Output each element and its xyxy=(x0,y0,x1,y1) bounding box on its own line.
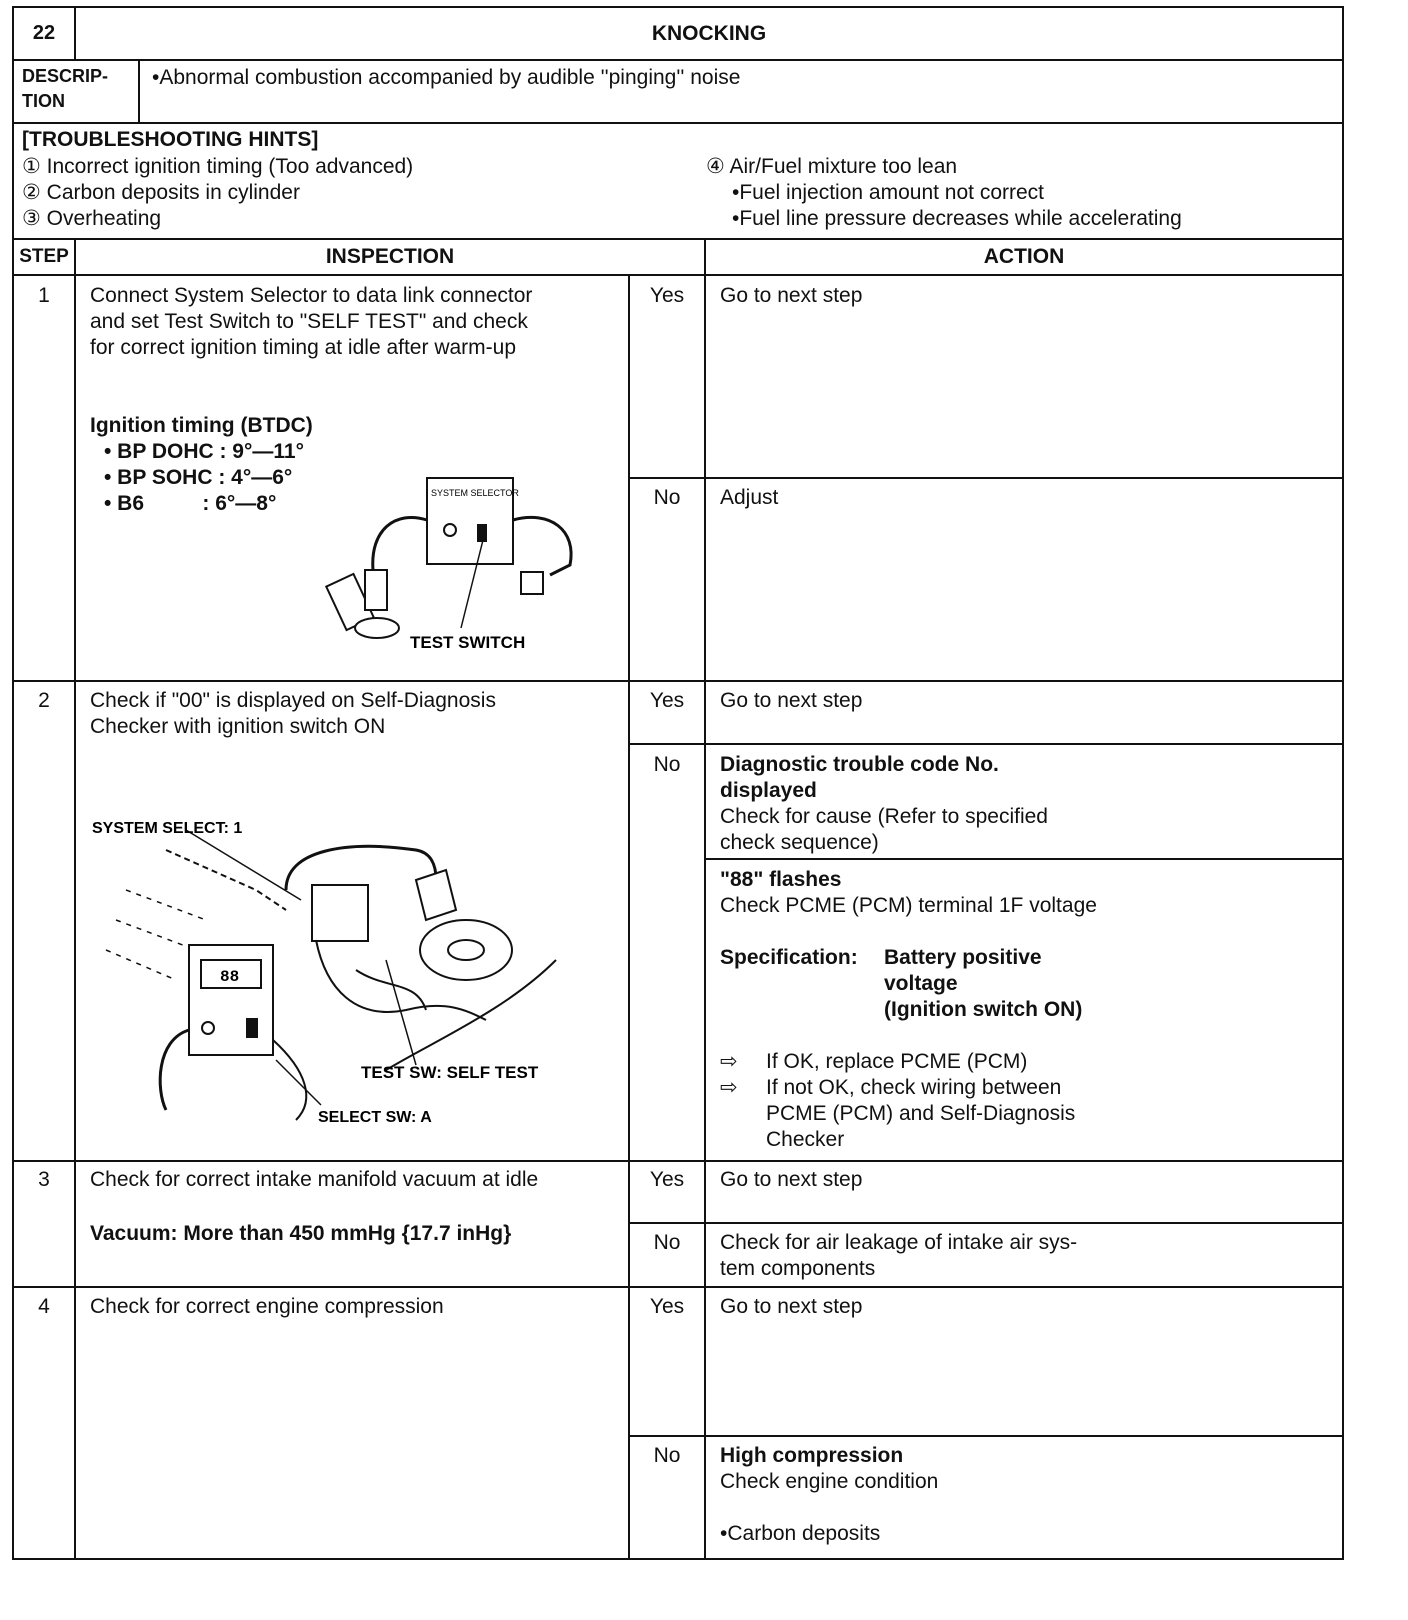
figure-label-select-sw: SELECT SW: A xyxy=(318,1109,432,1126)
step-2-number: 2 xyxy=(38,689,50,712)
step-1-spec-item: • B6 : 6°—8° xyxy=(104,492,277,515)
step-1-no-action: Adjust xyxy=(720,486,779,509)
step-1-inspection-line1: Connect System Selector to data link connector xyxy=(90,284,533,307)
hint-1: ① Incorrect ignition timing (Too advanced) xyxy=(22,155,414,178)
figure-label-test-sw: TEST SW: SELF TEST xyxy=(361,1063,539,1082)
self-diagnosis-checker-illustration xyxy=(86,810,606,1140)
step-2-no-b-text: Check PCME (PCM) terminal 1F voltage xyxy=(720,894,1097,917)
step-3-no-action-line1: Check for air leakage of intake air sys- xyxy=(720,1231,1078,1254)
step-1-number: 1 xyxy=(38,284,50,307)
step-3-no-action-line2: tem components xyxy=(720,1257,876,1280)
step-3-spec: Vacuum: More than 450 mmHg {17.7 inHg} xyxy=(90,1222,512,1245)
step-1-figure-box-label: SYSTEM SELECTOR xyxy=(431,488,519,498)
step-2-arrow1-text: If OK, replace PCME (PCM) xyxy=(766,1050,1028,1073)
step-2-spec-value-line1: Battery positive xyxy=(884,946,1042,969)
hint-4b: •Fuel line pressure decreases while accelerating xyxy=(732,207,1182,230)
step-2-no-a-text-line2: check sequence) xyxy=(720,831,879,854)
step-2-spec-value-line3: (Ignition switch ON) xyxy=(884,998,1083,1021)
hint-4: ④ Air/Fuel mixture too lean xyxy=(706,155,958,178)
step-2-no-a-title-line2: displayed xyxy=(720,779,817,802)
step-2-arrow2-line3: Checker xyxy=(766,1128,845,1151)
step-2-yes-label: Yes xyxy=(649,689,685,712)
step-3-no-label: No xyxy=(653,1231,681,1254)
step-2-no-b-title: "88" flashes xyxy=(720,868,842,891)
description-label-line1: DESCRIP- xyxy=(22,66,109,86)
step-4-no-label: No xyxy=(653,1444,681,1467)
step-1-inspection-line3: for correct ignition timing at idle after warm-up xyxy=(90,336,516,359)
step-1-spec-title: Ignition timing (BTDC) xyxy=(90,414,313,437)
hint-3: ③ Overheating xyxy=(22,207,162,230)
step-2-arrow2-line1: If not OK, check wiring between xyxy=(766,1076,1062,1099)
step-3-yes-action: Go to next step xyxy=(720,1168,863,1191)
step-2-spec-value-line2: voltage xyxy=(884,972,958,995)
step-2-inspection-line2: Checker with ignition switch ON xyxy=(90,715,386,738)
arrow-icon: ⇨ xyxy=(720,1050,738,1073)
step-4-yes-action: Go to next step xyxy=(720,1295,863,1318)
step-2-no-a-title-line1: Diagnostic trouble code No. xyxy=(720,753,999,776)
step-1-inspection-line2: and set Test Switch to "SELF TEST" and check xyxy=(90,310,528,333)
step-2-arrow2-line2: PCME (PCM) and Self-Diagnosis xyxy=(766,1102,1076,1125)
step-4-no-text: Check engine condition xyxy=(720,1470,939,1493)
hints-title: [TROUBLESHOOTING HINTS] xyxy=(22,128,319,151)
checker-display-digits: 88 xyxy=(220,968,240,986)
step-1-yes-label: Yes xyxy=(649,284,685,307)
step-1-figure-label: TEST SWITCH xyxy=(410,633,526,652)
arrow-icon: ⇨ xyxy=(720,1076,738,1099)
step-2-no-a-text-line1: Check for cause (Refer to specified xyxy=(720,805,1048,828)
figure-label-system-select: SYSTEM SELECT: 1 xyxy=(92,820,243,837)
column-header-step: STEP xyxy=(19,246,69,267)
step-1-yes-action: Go to next step xyxy=(720,284,863,307)
page-title: KNOCKING xyxy=(651,22,767,45)
step-4-inspection: Check for correct engine compression xyxy=(90,1295,444,1318)
hint-4a: •Fuel injection amount not correct xyxy=(732,181,1045,204)
step-4-yes-label: Yes xyxy=(649,1295,685,1318)
step-2-inspection-line1: Check if "00" is displayed on Self-Diagnosis xyxy=(90,689,496,712)
step-2-yes-action: Go to next step xyxy=(720,689,863,712)
description-text: •Abnormal combustion accompanied by audible ''pinging'' noise xyxy=(152,66,741,89)
step-4-number: 4 xyxy=(38,1295,50,1318)
system-selector-illustration xyxy=(325,470,625,660)
step-1-spec-item: • BP SOHC : 4°—6° xyxy=(104,466,293,489)
step-4-no-title: High compression xyxy=(720,1444,904,1467)
step-2-spec-label: Specification: xyxy=(720,946,858,969)
column-header-inspection: INSPECTION xyxy=(325,245,455,268)
step-1-spec-item: • BP DOHC : 9°—11° xyxy=(104,440,304,463)
step-4-no-item: •Carbon deposits xyxy=(720,1522,881,1545)
section-number: 22 xyxy=(32,22,56,44)
step-1-no-label: No xyxy=(653,486,681,509)
step-3-yes-label: Yes xyxy=(649,1168,685,1191)
step-3-number: 3 xyxy=(38,1168,50,1191)
description-label-line2: TION xyxy=(22,91,65,111)
column-header-action: ACTION xyxy=(983,245,1065,268)
hint-2: ② Carbon deposits in cylinder xyxy=(22,181,300,204)
step-2-no-label: No xyxy=(653,753,681,776)
step-3-inspection: Check for correct intake manifold vacuum at idle xyxy=(90,1168,539,1191)
